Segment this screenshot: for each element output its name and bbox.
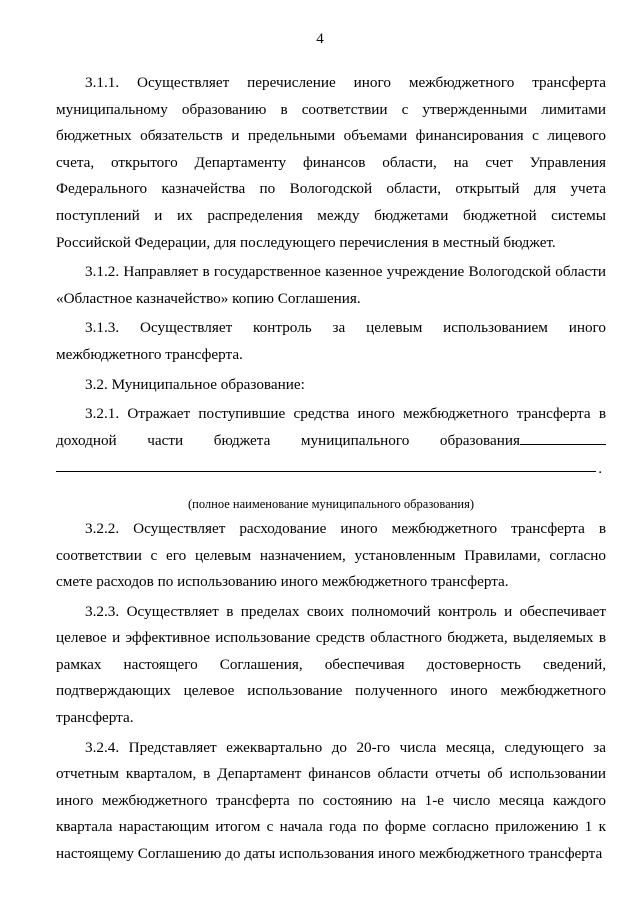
blank-terminal-period: .	[598, 460, 602, 478]
paragraph-3-2-1	[56, 401, 606, 454]
paragraph-3-1-3: 3.1.3. Осуществляет контроль за целевым использованием иного межбюджетного трансферта.	[56, 319, 606, 363]
paragraph-3-2-4: 3.2.4. Представляет ежеквартально до 20-го числа месяца, следующего за отчетным кварталом, в Департамент финансов области отчеты об использовании иного межбюджетного трансферта по состоянию на 1-е число месяца каждого квартала нарастающим итогом с начала года по форме согласно приложению 1 к настоящему Соглашению до даты использования иного межбюджетного трансферта	[56, 738, 606, 863]
municipality-name-caption: (полное наименование муниципального образования)	[187, 496, 475, 511]
paragraph-3-1-1: 3.1.1. Осуществляет перечисление иного межбюджетного трансферта муниципальному образованию в соответствии с утвержденными лимитами бюджетных обязательств и предельными объемами финансирования с лицевого счета, открытого Департаменту финансов области, на счет Управления Федерального казначейства по Вологодской области, открытый для учета поступлений и их распределения между бюджетами бюджетной системы Российской Федерации, для последующего перечисления в местный бюджет.	[56, 74, 606, 251]
paragraph-3-2-2: 3.2.2. Осуществляет расходование иного межбюджетного трансферта в соответствии с его целевым назначением, установленным Правилами, согласно смете расходов по использованию иного межбюджетного трансферта.	[56, 519, 606, 591]
paragraph-3-1-2: 3.1.2. Направляет в государственное казенное учреждение Вологодской области «Областное казначейство» копию Соглашения.	[56, 263, 606, 307]
document-body	[56, 70, 606, 868]
paragraph-3-2: 3.2. Муниципальное образование:	[85, 375, 305, 393]
paragraph-3-2-3: 3.2.3. Осуществляет в пределах своих полномочий контроль и обеспечивает целевое и эффективное использование средств областного бюджета, выделяемых в рамках настоящего Соглашения, обеспечивая достоверность сведений, подтверждающих целевое использование полученного иного межбюджетного трансферта.	[56, 602, 606, 727]
fill-in-blank-line	[520, 432, 606, 445]
paragraph-3-2-1-text: 3.2.1. Отражает поступившие средства иного межбюджетного трансферта в доходной части бюджета муниципального образования	[56, 405, 606, 449]
page-number: 4	[316, 31, 324, 47]
fill-in-blank-row	[56, 454, 606, 481]
fill-in-blank-line-full	[56, 471, 596, 472]
